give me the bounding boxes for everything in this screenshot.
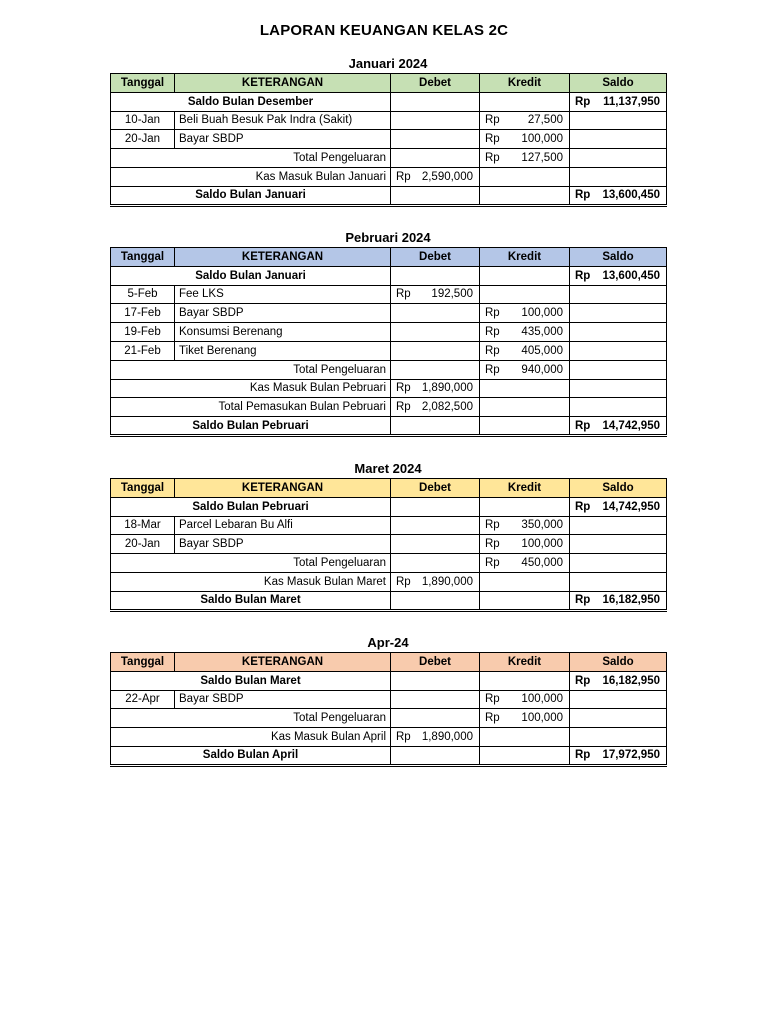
saldo-cell (570, 266, 667, 285)
section-title: Apr-24 (367, 635, 409, 650)
header-saldo: Saldo (570, 74, 667, 93)
debet-cell (391, 304, 480, 323)
total-label: Kas Masuk Bulan Pebruari (111, 379, 391, 398)
date-cell: 22-Apr (111, 690, 175, 709)
saldo-cell (570, 341, 667, 360)
saldo-cell (570, 709, 667, 728)
debet-cell (391, 379, 480, 398)
closing-row (111, 186, 667, 205)
debet-cell (391, 341, 480, 360)
kredit-cell (480, 149, 570, 168)
total-row (111, 554, 667, 573)
description-cell: Fee LKS (175, 285, 391, 304)
currency-label: Rp (396, 575, 411, 588)
debet-cell (391, 671, 480, 690)
description-cell: Beli Buah Besuk Pak Indra (Sakit) (175, 111, 391, 130)
section-maret (110, 461, 666, 612)
ledger-table (110, 73, 667, 207)
date-cell: 19-Feb (111, 323, 175, 342)
debet-cell (391, 186, 480, 205)
kredit-value: 350,000 (521, 519, 563, 532)
table-row (111, 535, 667, 554)
debet-cell (391, 572, 480, 591)
description-cell: Bayar SBDP (175, 535, 391, 554)
closing-label: Saldo Bulan Maret (111, 591, 391, 610)
kredit-cell (480, 516, 570, 535)
total-row (111, 709, 667, 728)
debet-cell (391, 746, 480, 765)
section-title: Januari 2024 (348, 56, 428, 71)
saldo-cell (570, 728, 667, 747)
saldo-cell (570, 186, 667, 205)
debet-value: 192,500 (431, 288, 473, 301)
currency-label: Rp (575, 95, 591, 108)
opening-label: Saldo Bulan Januari (111, 266, 391, 285)
currency-label: Rp (396, 288, 411, 301)
header-keterangan: KETERANGAN (175, 653, 391, 672)
kredit-cell (480, 304, 570, 323)
kredit-cell (480, 92, 570, 111)
header-kredit: Kredit (480, 248, 570, 267)
ledger-table (110, 247, 667, 437)
section-title: Pebruari 2024 (345, 230, 431, 245)
kredit-value: 435,000 (521, 326, 563, 339)
table-row (111, 285, 667, 304)
currency-label: Rp (485, 712, 500, 725)
closing-row (111, 417, 667, 436)
currency-label: Rp (396, 401, 411, 414)
saldo-cell (570, 497, 667, 516)
debet-cell (391, 92, 480, 111)
kredit-cell (480, 690, 570, 709)
opening-row (111, 497, 667, 516)
table-row (111, 130, 667, 149)
currency-label: Rp (575, 189, 591, 202)
header-row (111, 74, 667, 93)
saldo-cell (570, 111, 667, 130)
table-row (111, 323, 667, 342)
saldo-value: 14,742,950 (602, 419, 660, 432)
kredit-cell (480, 417, 570, 436)
kredit-cell (480, 341, 570, 360)
currency-label: Rp (485, 326, 500, 339)
closing-label: Saldo Bulan Pebruari (111, 417, 391, 436)
section-title: Maret 2024 (354, 461, 422, 476)
opening-label: Saldo Bulan Desember (111, 92, 391, 111)
date-cell: 17-Feb (111, 304, 175, 323)
saldo-cell (570, 379, 667, 398)
debet-cell (391, 130, 480, 149)
saldo-value: 16,182,950 (602, 594, 660, 607)
saldo-value: 11,137,950 (603, 95, 660, 108)
kredit-cell (480, 746, 570, 765)
ledger-table (110, 478, 667, 612)
total-row (111, 167, 667, 186)
debet-cell (391, 285, 480, 304)
date-cell: 5-Feb (111, 285, 175, 304)
debet-cell (391, 591, 480, 610)
report-title: LAPORAN KEUANGAN KELAS 2C (259, 22, 509, 39)
currency-label: Rp (396, 731, 411, 744)
kredit-cell (480, 285, 570, 304)
saldo-cell (570, 304, 667, 323)
opening-row (111, 671, 667, 690)
currency-label: Rp (485, 307, 500, 320)
section-april (110, 635, 666, 767)
date-cell: 18-Mar (111, 516, 175, 535)
saldo-cell (570, 285, 667, 304)
header-debet: Debet (391, 653, 480, 672)
total-row (111, 360, 667, 379)
kredit-cell (480, 398, 570, 417)
debet-value: 1,890,000 (421, 382, 473, 395)
kredit-value: 100,000 (521, 693, 563, 706)
debet-cell (391, 535, 480, 554)
currency-label: Rp (575, 269, 591, 282)
ledger-table (110, 652, 667, 767)
currency-label: Rp (396, 170, 411, 183)
saldo-cell (570, 554, 667, 573)
kredit-value: 100,000 (521, 307, 563, 320)
header-kredit: Kredit (480, 479, 570, 498)
saldo-cell (570, 417, 667, 436)
table-row (111, 516, 667, 535)
kredit-cell (480, 186, 570, 205)
kredit-value: 100,000 (521, 712, 563, 725)
debet-cell (391, 360, 480, 379)
total-label: Total Pengeluaran (111, 709, 391, 728)
currency-label: Rp (575, 594, 591, 607)
total-label: Total Pemasukan Bulan Pebruari (111, 398, 391, 417)
currency-label: Rp (575, 749, 591, 762)
header-tanggal: Tanggal (111, 248, 175, 267)
kredit-cell (480, 535, 570, 554)
date-cell: 10-Jan (111, 111, 175, 130)
debet-value: 1,890,000 (421, 731, 473, 744)
header-saldo: Saldo (570, 653, 667, 672)
header-kredit: Kredit (480, 653, 570, 672)
header-row (111, 479, 667, 498)
kredit-cell (480, 360, 570, 379)
header-debet: Debet (391, 248, 480, 267)
description-cell: Parcel Lebaran Bu Alfi (175, 516, 391, 535)
kredit-cell (480, 167, 570, 186)
saldo-cell (570, 671, 667, 690)
kredit-value: 27,500 (527, 114, 563, 127)
saldo-value: 13,600,450 (602, 189, 660, 202)
debet-value: 2,082,500 (421, 401, 473, 414)
debet-cell (391, 111, 480, 130)
saldo-cell (570, 516, 667, 535)
header-row (111, 248, 667, 267)
closing-label: Saldo Bulan April (111, 746, 391, 765)
header-keterangan: KETERANGAN (175, 74, 391, 93)
kredit-cell (480, 323, 570, 342)
currency-label: Rp (575, 500, 591, 513)
header-kredit: Kredit (480, 74, 570, 93)
kredit-cell (480, 130, 570, 149)
opening-row (111, 266, 667, 285)
kredit-value: 127,500 (521, 152, 563, 165)
saldo-cell (570, 149, 667, 168)
header-tanggal: Tanggal (111, 479, 175, 498)
debet-cell (391, 709, 480, 728)
currency-label: Rp (485, 344, 500, 357)
saldo-cell (570, 746, 667, 765)
opening-label: Saldo Bulan Pebruari (111, 497, 391, 516)
debet-cell (391, 516, 480, 535)
debet-cell (391, 167, 480, 186)
table-row (111, 690, 667, 709)
description-cell: Tiket Berenang (175, 341, 391, 360)
saldo-cell (570, 591, 667, 610)
currency-label: Rp (485, 538, 500, 551)
description-cell: Bayar SBDP (175, 690, 391, 709)
table-row (111, 111, 667, 130)
debet-cell (391, 728, 480, 747)
currency-label: Rp (485, 557, 500, 570)
date-cell: 21-Feb (111, 341, 175, 360)
closing-row (111, 746, 667, 765)
currency-label: Rp (396, 382, 411, 395)
kredit-cell (480, 266, 570, 285)
kredit-cell (480, 671, 570, 690)
header-keterangan: KETERANGAN (175, 248, 391, 267)
total-row (111, 728, 667, 747)
total-row (111, 398, 667, 417)
closing-row (111, 591, 667, 610)
header-keterangan: KETERANGAN (175, 479, 391, 498)
debet-cell (391, 323, 480, 342)
kredit-cell (480, 572, 570, 591)
description-cell: Konsumsi Berenang (175, 323, 391, 342)
total-row (111, 572, 667, 591)
currency-label: Rp (575, 674, 591, 687)
saldo-cell (570, 167, 667, 186)
section-januari (110, 56, 666, 207)
header-debet: Debet (391, 479, 480, 498)
kredit-cell (480, 554, 570, 573)
total-row (111, 379, 667, 398)
currency-label: Rp (485, 133, 500, 146)
kredit-cell (480, 379, 570, 398)
description-cell: Bayar SBDP (175, 130, 391, 149)
debet-cell (391, 554, 480, 573)
total-label: Kas Masuk Bulan Maret (111, 572, 391, 591)
kredit-value: 100,000 (521, 133, 563, 146)
currency-label: Rp (485, 114, 500, 127)
kredit-value: 940,000 (521, 363, 563, 376)
currency-label: Rp (485, 152, 500, 165)
date-cell: 20-Jan (111, 535, 175, 554)
kredit-value: 450,000 (521, 557, 563, 570)
table-row (111, 341, 667, 360)
header-tanggal: Tanggal (111, 653, 175, 672)
saldo-cell (570, 535, 667, 554)
description-cell: Bayar SBDP (175, 304, 391, 323)
debet-value: 1,890,000 (421, 575, 473, 588)
saldo-value: 14,742,950 (602, 500, 660, 513)
opening-row (111, 92, 667, 111)
header-row (111, 653, 667, 672)
debet-cell (391, 417, 480, 436)
total-label: Kas Masuk Bulan April (111, 728, 391, 747)
kredit-cell (480, 497, 570, 516)
header-saldo: Saldo (570, 479, 667, 498)
kredit-value: 100,000 (521, 538, 563, 551)
table-row (111, 304, 667, 323)
kredit-cell (480, 111, 570, 130)
currency-label: Rp (485, 363, 500, 376)
total-label: Total Pengeluaran (111, 554, 391, 573)
kredit-cell (480, 591, 570, 610)
saldo-cell (570, 92, 667, 111)
section-pebruari (110, 230, 666, 437)
saldo-cell (570, 323, 667, 342)
closing-label: Saldo Bulan Januari (111, 186, 391, 205)
saldo-cell (570, 360, 667, 379)
debet-cell (391, 149, 480, 168)
saldo-value: 13,600,450 (602, 269, 660, 282)
currency-label: Rp (485, 693, 500, 706)
currency-label: Rp (575, 419, 591, 432)
total-label: Total Pengeluaran (111, 149, 391, 168)
kredit-cell (480, 709, 570, 728)
kredit-value: 405,000 (521, 344, 563, 357)
total-label: Kas Masuk Bulan Januari (111, 167, 391, 186)
kredit-cell (480, 728, 570, 747)
saldo-cell (570, 130, 667, 149)
debet-cell (391, 398, 480, 417)
debet-cell (391, 690, 480, 709)
debet-cell (391, 497, 480, 516)
saldo-cell (570, 572, 667, 591)
total-row (111, 149, 667, 168)
saldo-cell (570, 690, 667, 709)
total-label: Total Pengeluaran (111, 360, 391, 379)
debet-cell (391, 266, 480, 285)
date-cell: 20-Jan (111, 130, 175, 149)
saldo-value: 16,182,950 (602, 674, 660, 687)
header-tanggal: Tanggal (111, 74, 175, 93)
header-debet: Debet (391, 74, 480, 93)
currency-label: Rp (485, 519, 500, 532)
saldo-cell (570, 398, 667, 417)
opening-label: Saldo Bulan Maret (111, 671, 391, 690)
debet-value: 2,590,000 (421, 170, 473, 183)
header-saldo: Saldo (570, 248, 667, 267)
saldo-value: 17,972,950 (602, 749, 660, 762)
